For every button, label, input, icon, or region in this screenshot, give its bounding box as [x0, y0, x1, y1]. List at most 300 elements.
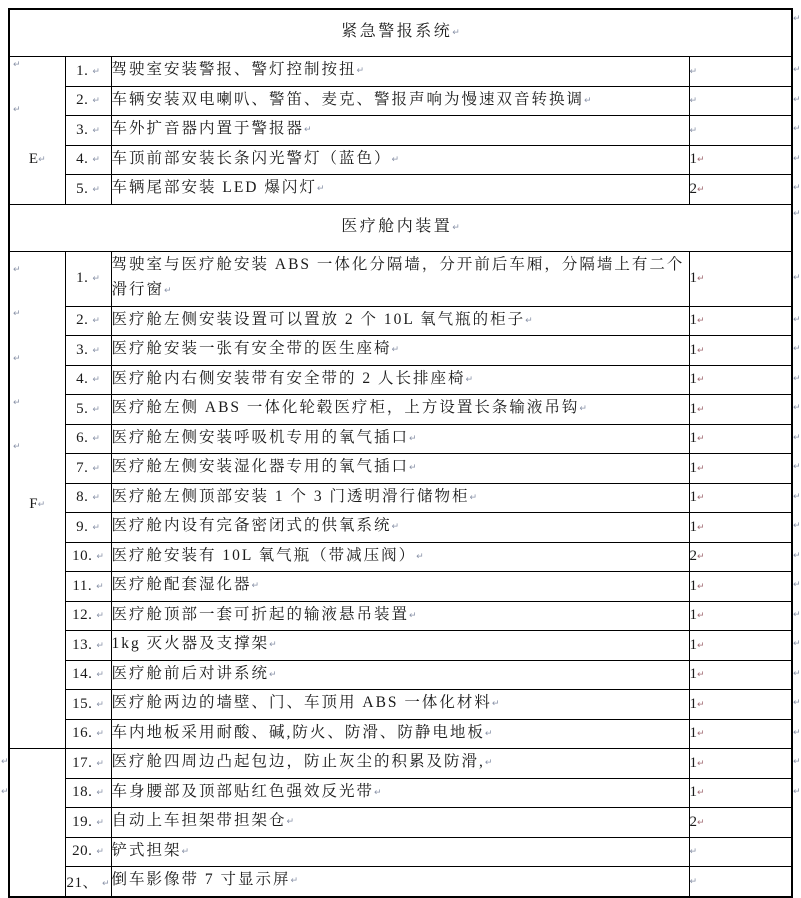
- quantity-value: 2: [689, 180, 697, 197]
- paragraph-mark: ↵: [697, 552, 705, 563]
- paragraph-mark: ↵: [697, 581, 705, 592]
- section-letter-cell-empty: [9, 749, 65, 897]
- paragraph-mark: ↵: [304, 125, 312, 135]
- table-row: [9, 86, 792, 116]
- paragraph-mark: ↵: [96, 581, 104, 592]
- row-end-mark: ↵: [793, 272, 801, 283]
- description-cell: [111, 572, 689, 602]
- table-row: [9, 542, 792, 572]
- paragraph-mark: ↵: [13, 353, 21, 364]
- row-end-mark: ↵: [793, 183, 801, 194]
- description-cell: [111, 719, 689, 749]
- description-cell: [111, 542, 689, 572]
- description-text: 医疗舱前后对讲系统: [111, 664, 270, 682]
- row-number: 1.: [76, 62, 89, 79]
- row-number: 7.: [76, 459, 89, 476]
- paragraph-mark: ↵: [697, 758, 705, 769]
- description-cell: [111, 513, 689, 543]
- row-number-cell: [65, 808, 111, 838]
- section-title-cell: [9, 9, 792, 57]
- row-number: 17.: [72, 754, 93, 771]
- paragraph-mark: ↵: [452, 222, 460, 233]
- quantity-value: 1: [689, 459, 697, 476]
- paragraph-mark: ↵: [452, 28, 460, 38]
- description-text: 车辆安装双电喇叭、警笛、麦克、警报声响为慢速双音转换调: [111, 90, 585, 108]
- quantity-value: 1: [689, 151, 697, 168]
- table-row: [9, 306, 792, 336]
- description-text: 医疗舱安装一张有安全带的医生座椅: [111, 340, 392, 357]
- table-row: [9, 601, 792, 631]
- row-number-cell: [65, 542, 111, 572]
- quantity-cell: [689, 513, 792, 543]
- quantity-cell: [689, 365, 792, 395]
- row-number-cell: [65, 57, 111, 87]
- quantity-cell: [689, 719, 792, 749]
- quantity-value: 1: [689, 312, 697, 329]
- description-text: 医疗舱内右侧安装带有安全带的 2 人长排座椅: [111, 369, 466, 387]
- table-row: [9, 454, 792, 484]
- quantity-cell: [689, 57, 792, 87]
- row-number-cell: [65, 867, 111, 897]
- paragraph-mark: ↵: [92, 155, 100, 166]
- quantity-value: 1: [689, 577, 697, 594]
- paragraph-mark: ↵: [356, 66, 365, 76]
- quantity-cell: [689, 778, 792, 808]
- row-number-cell: [65, 690, 111, 720]
- table-row: [9, 175, 792, 205]
- row-number-cell: [65, 306, 111, 336]
- row-number-cell: [65, 86, 111, 116]
- quantity-cell: [689, 175, 792, 205]
- description-text: 驾驶室安装警报、警灯控制按扭: [111, 61, 357, 78]
- row-end-mark: ↵: [793, 344, 801, 355]
- row-number: 15.: [72, 695, 93, 712]
- paragraph-mark: ↵: [92, 375, 100, 386]
- description-text: 倒车影像带 7 寸显示屏: [111, 871, 291, 888]
- section-title: 医疗舱内装置: [341, 217, 453, 235]
- row-number-cell: [65, 175, 111, 205]
- paragraph-mark: ↵: [316, 184, 325, 194]
- paragraph-mark: ↵: [409, 610, 417, 621]
- paragraph-mark: ↵: [92, 345, 100, 356]
- row-number-cell: [65, 483, 111, 513]
- row-number: 5.: [76, 400, 89, 417]
- row-number: 13.: [72, 636, 93, 653]
- paragraph-mark: ↵: [525, 315, 533, 326]
- paragraph-mark: ↵: [689, 96, 698, 107]
- paragraph-mark: ↵: [697, 699, 705, 710]
- row-end-mark: ↵: [793, 153, 801, 164]
- paragraph-mark: ↵: [92, 66, 100, 77]
- paragraph-mark: ↵: [697, 522, 705, 533]
- description-cell: [111, 631, 689, 661]
- row-number-cell: [65, 454, 111, 484]
- table-row: [9, 116, 792, 146]
- row-end-mark: ↵: [793, 668, 801, 679]
- paragraph-mark: ↵: [96, 788, 104, 799]
- description-text: 医疗舱左侧 ABS 一体化轮毂医疗柜，上方设置长条输液吊钩: [111, 399, 580, 416]
- table-row: [9, 867, 792, 897]
- paragraph-mark: ↵: [697, 493, 705, 504]
- paragraph-mark: ↵: [697, 375, 705, 386]
- paragraph-mark: ↵: [689, 66, 698, 77]
- description-cell: [111, 454, 689, 484]
- quantity-value: 1: [689, 754, 697, 771]
- paragraph-mark: ↵: [697, 817, 705, 828]
- section-letter-label: E: [28, 151, 39, 167]
- quantity-cell: [689, 251, 792, 306]
- quantity-value: 1: [689, 371, 697, 388]
- spec-table: [8, 8, 793, 898]
- row-end-mark: ↵: [793, 757, 801, 768]
- quantity-value: 1: [689, 725, 697, 742]
- paragraph-mark: ↵: [269, 669, 277, 680]
- paragraph-mark: ↵: [92, 184, 100, 195]
- description-cell: [111, 808, 689, 838]
- description-cell: [111, 424, 689, 454]
- quantity-cell: [689, 572, 792, 602]
- row-number-cell: [65, 572, 111, 602]
- paragraph-mark: ↵: [579, 404, 587, 414]
- paragraph-mark: ↵: [584, 95, 592, 106]
- paragraph-mark: ↵: [164, 286, 172, 296]
- table-row: [9, 808, 792, 838]
- paragraph-mark: ↵: [13, 105, 21, 115]
- paragraph-mark: ↵: [92, 522, 100, 533]
- paragraph-mark: ↵: [391, 522, 400, 532]
- section-title-cell: [9, 204, 792, 251]
- quantity-cell: [689, 395, 792, 425]
- table-row: [9, 631, 792, 661]
- description-cell: [111, 175, 689, 205]
- paragraph-mark: ↵: [96, 670, 104, 681]
- row-end-mark: ↵: [793, 727, 801, 738]
- row-number: 6.: [76, 430, 89, 447]
- section-letter-cell: [9, 251, 65, 749]
- quantity-value: 1: [689, 695, 697, 712]
- row-number: 12.: [72, 607, 93, 624]
- section-title-row: [9, 204, 792, 251]
- paragraph-mark: ↵: [92, 404, 100, 415]
- quantity-value: 1: [689, 430, 697, 447]
- description-text: 自动上车担架带担架仓: [111, 812, 287, 829]
- quantity-cell: [689, 808, 792, 838]
- description-text: 驾驶室与医疗舱安装 ABS 一体化分隔墙，分开前后车厢，分隔墙上有二个滑行窗: [111, 255, 685, 298]
- table-row: [9, 513, 792, 543]
- table-row: [9, 395, 792, 425]
- paragraph-mark: ↵: [37, 499, 46, 510]
- description-cell: [111, 306, 689, 336]
- description-cell: [111, 837, 689, 867]
- row-number-cell: [65, 778, 111, 808]
- quantity-cell: [689, 454, 792, 484]
- description-cell: [111, 867, 689, 897]
- description-cell: [111, 336, 689, 366]
- paragraph-mark: ↵: [391, 154, 400, 165]
- paragraph-mark: ↵: [491, 699, 500, 709]
- row-number-cell: [65, 513, 111, 543]
- row-number: 21、: [66, 874, 98, 891]
- paragraph-mark: ↵: [697, 184, 705, 195]
- quantity-value: 2: [689, 548, 697, 565]
- description-text: 医疗舱四周边凸起包边，防止灰尘的积累及防滑,: [111, 753, 485, 770]
- description-text: 医疗舱两边的墙壁、门、车顶用 ABS 一体化材料: [111, 694, 492, 711]
- row-number: 19.: [72, 813, 93, 830]
- description-text: 车内地板采用耐酸、碱,防火、防滑、防静电地板: [111, 723, 485, 741]
- paragraph-mark: ↵: [96, 729, 104, 740]
- description-text: 医疗舱内设有完备密闭式的供氧系统: [111, 517, 392, 534]
- paragraph-mark: ↵: [697, 611, 705, 622]
- paragraph-mark: ↵: [697, 155, 705, 166]
- description-cell: [111, 116, 689, 146]
- quantity-value: 1: [689, 518, 697, 535]
- paragraph-mark: ↵: [269, 640, 277, 650]
- row-end-mark: ↵: [793, 124, 801, 135]
- section-letter: [10, 151, 65, 168]
- paragraph-mark: ↵: [465, 374, 474, 385]
- paragraph-mark: ↵: [96, 552, 104, 563]
- quantity-cell: [689, 867, 792, 897]
- row-number-cell: [65, 365, 111, 395]
- row-end-mark: ↵: [793, 639, 801, 650]
- paragraph-mark: ↵: [96, 640, 104, 651]
- paragraph-mark: ↵: [96, 758, 104, 769]
- row-number-cell: [65, 424, 111, 454]
- quantity-cell: [689, 306, 792, 336]
- row-end-mark: ↵: [793, 580, 801, 591]
- row-end-mark: ↵: [793, 373, 801, 384]
- quantity-value: 1: [689, 341, 697, 358]
- quantity-cell: [689, 837, 792, 867]
- description-cell: [111, 778, 689, 808]
- quantity-cell: [689, 660, 792, 690]
- row-number-cell: [65, 145, 111, 175]
- paragraph-mark: ↵: [92, 463, 100, 474]
- quantity-cell: [689, 690, 792, 720]
- description-text: 医疗舱安装有 10L 氧气瓶（带减压阀）: [111, 546, 417, 564]
- paragraph-mark: ↵: [13, 441, 21, 452]
- quantity-value: 1: [689, 784, 697, 801]
- row-end-mark: ↵: [793, 65, 801, 76]
- quantity-value: 2: [689, 813, 697, 830]
- paragraph-mark: ↵: [92, 316, 100, 327]
- paragraph-mark: ↵: [290, 876, 299, 886]
- paragraph-mark: ↵: [251, 581, 260, 591]
- quantity-cell: [689, 86, 792, 116]
- description-cell: [111, 483, 689, 513]
- quantity-cell: [689, 145, 792, 175]
- description-text: 医疗舱顶部一套可折起的输液悬吊装置: [111, 605, 410, 623]
- row-number-cell: [65, 395, 111, 425]
- left-margin-mark: ↵: [1, 786, 9, 797]
- row-number-cell: [65, 749, 111, 779]
- row-end-mark: ↵: [793, 209, 801, 219]
- row-end-mark: ↵: [793, 432, 801, 443]
- row-number-cell: [65, 116, 111, 146]
- paragraph-mark: ↵: [697, 345, 705, 356]
- description-text: 医疗舱左侧顶部安装 1 个 3 门透明滑行储物柜: [111, 487, 470, 505]
- paragraph-mark: ↵: [13, 308, 21, 319]
- description-text: 医疗舱配套湿化器: [111, 576, 252, 593]
- description-text: 车顶前部安装长条闪光警灯（蓝色）: [111, 149, 392, 167]
- description-cell: [111, 660, 689, 690]
- quantity-value: 1: [689, 489, 697, 506]
- section-title: 紧急警报系统: [341, 23, 453, 40]
- row-end-mark: ↵: [793, 314, 801, 325]
- row-number: 20.: [72, 843, 93, 860]
- description-text: 铲式担架: [111, 841, 182, 859]
- description-cell: [111, 365, 689, 395]
- quantity-value: 1: [689, 636, 697, 653]
- row-end-mark: ↵: [793, 403, 801, 414]
- paragraph-mark: ↵: [409, 433, 417, 444]
- description-cell: [111, 601, 689, 631]
- row-number-cell: [65, 719, 111, 749]
- row-number: 4.: [76, 371, 89, 388]
- quantity-cell: [689, 424, 792, 454]
- row-number: 9.: [76, 518, 89, 535]
- description-cell: [111, 749, 689, 779]
- description-cell: [111, 251, 689, 306]
- description-cell: [111, 86, 689, 116]
- quantity-cell: [689, 483, 792, 513]
- paragraph-mark: ↵: [13, 60, 21, 70]
- row-number: 10.: [72, 548, 93, 565]
- paragraph-mark: ↵: [374, 787, 382, 798]
- row-end-mark: ↵: [793, 14, 801, 24]
- row-number-cell: [65, 336, 111, 366]
- quantity-cell: [689, 542, 792, 572]
- quantity-value: 1: [689, 400, 697, 417]
- row-end-mark: ↵: [793, 521, 801, 532]
- description-text: 医疗舱左侧安装设置可以置放 2 个 10L 氧气瓶的柜子: [111, 310, 526, 328]
- row-number: 2.: [76, 312, 89, 329]
- row-end-mark: ↵: [793, 698, 801, 709]
- table-row: [9, 483, 792, 513]
- paragraph-mark: ↵: [101, 878, 110, 889]
- table-row: [9, 719, 792, 749]
- row-number-cell: [65, 251, 111, 306]
- row-number: 3.: [76, 341, 89, 358]
- row-number: 1.: [76, 270, 89, 286]
- section-letter-cell: [9, 57, 65, 205]
- paragraph-mark: ↵: [484, 758, 493, 768]
- paragraph-mark: ↵: [96, 699, 104, 710]
- table-row: [9, 365, 792, 395]
- row-number-cell: [65, 601, 111, 631]
- table-row: [9, 690, 792, 720]
- row-number: 14.: [72, 666, 93, 683]
- quantity-value: 1: [689, 666, 697, 683]
- paragraph-mark: ↵: [697, 463, 705, 474]
- paragraph-mark: ↵: [92, 493, 100, 504]
- table-row: [9, 251, 792, 306]
- paragraph-mark: ↵: [416, 551, 424, 562]
- description-text: 车外扩音器内置于警报器: [111, 120, 305, 137]
- table-row: [9, 57, 792, 87]
- section-letter: [10, 496, 65, 513]
- table-row: [9, 424, 792, 454]
- row-number: 18.: [72, 784, 93, 801]
- paragraph-mark: ↵: [181, 846, 190, 857]
- paragraph-mark: ↵: [697, 788, 705, 799]
- description-text: 医疗舱左侧安装呼吸机专用的氧气插口: [111, 428, 410, 446]
- paragraph-mark: ↵: [92, 125, 100, 136]
- paragraph-mark: ↵: [697, 404, 705, 415]
- table-row: [9, 778, 792, 808]
- paragraph-mark: ↵: [286, 817, 295, 827]
- description-cell: [111, 145, 689, 175]
- table-row: [9, 145, 792, 175]
- paragraph-mark: ↵: [92, 274, 100, 284]
- paragraph-mark: ↵: [96, 847, 104, 858]
- description-cell: [111, 395, 689, 425]
- quantity-cell: [689, 116, 792, 146]
- paragraph-mark: ↵: [689, 876, 698, 887]
- quantity-value: 1: [689, 270, 697, 286]
- paragraph-mark: ↵: [92, 96, 100, 107]
- paragraph-mark: ↵: [391, 345, 400, 355]
- paragraph-mark: ↵: [689, 125, 698, 136]
- paragraph-mark: ↵: [689, 847, 698, 858]
- paragraph-mark: ↵: [13, 264, 21, 275]
- quantity-cell: [689, 601, 792, 631]
- row-end-mark: ↵: [793, 491, 801, 502]
- section-title-row: [9, 9, 792, 57]
- row-number: 5.: [76, 180, 89, 197]
- paragraph-mark: ↵: [409, 463, 417, 473]
- table-row: [9, 336, 792, 366]
- left-margin-mark: ↵: [1, 757, 9, 768]
- paragraph-mark: ↵: [697, 670, 705, 681]
- row-end-mark: ↵: [793, 550, 801, 561]
- paragraph-mark: ↵: [484, 728, 493, 739]
- row-end-mark: ↵: [793, 94, 801, 105]
- paragraph-mark: ↵: [697, 640, 705, 651]
- paragraph-mark: ↵: [92, 434, 100, 445]
- paragraph-mark: ↵: [469, 492, 478, 503]
- paragraph-mark: ↵: [38, 155, 46, 165]
- row-number: 8.: [76, 489, 89, 506]
- paragraph-mark: ↵: [96, 611, 104, 622]
- row-number: 16.: [72, 725, 93, 742]
- paragraph-mark: ↵: [697, 274, 705, 284]
- quantity-value: 1: [689, 607, 697, 624]
- description-cell: [111, 57, 689, 87]
- row-end-mark: ↵: [793, 786, 801, 797]
- row-end-mark: ↵: [793, 609, 801, 620]
- paragraph-mark: ↵: [13, 397, 21, 408]
- row-number: 2.: [76, 92, 89, 109]
- paragraph-mark: ↵: [697, 729, 705, 740]
- description-text: 车辆尾部安装 LED 爆闪灯: [111, 179, 317, 196]
- row-number: 4.: [76, 151, 89, 168]
- quantity-cell: [689, 749, 792, 779]
- description-text: 车身腰部及顶部贴红色强效反光带: [111, 782, 375, 800]
- row-end-mark: ↵: [793, 462, 801, 473]
- description-text: 医疗舱左侧安装湿化器专用的氧气插口: [111, 458, 410, 475]
- row-number-cell: [65, 837, 111, 867]
- section-letter-label: F: [29, 495, 38, 512]
- paragraph-mark: ↵: [697, 434, 705, 445]
- quantity-cell: [689, 336, 792, 366]
- row-number-cell: [65, 631, 111, 661]
- row-number-cell: [65, 660, 111, 690]
- row-number: 3.: [76, 121, 89, 138]
- table-row: [9, 572, 792, 602]
- table-row: [9, 749, 792, 779]
- table-row: [9, 837, 792, 867]
